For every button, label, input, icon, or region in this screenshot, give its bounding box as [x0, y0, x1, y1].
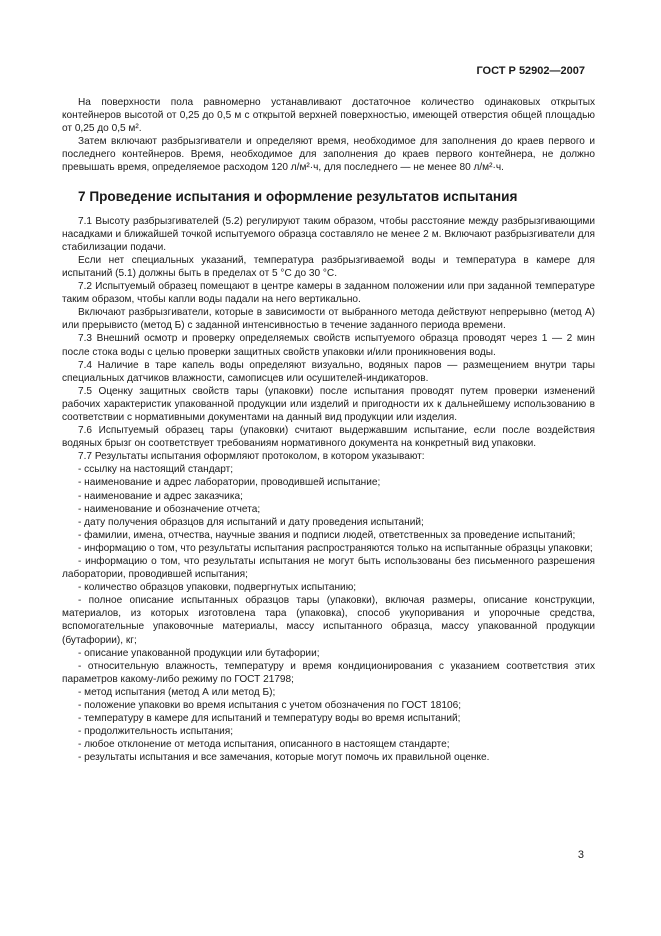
paragraph-7-6: 7.6 Испытуемый образец тары (упаковки) считают выдержавшим испытание, если после воздействия водяных брызг он соответствует требованиям нормативного документа на конкретный вид упаковки. — [62, 425, 595, 450]
page-number: 3 — [577, 849, 584, 861]
paragraph-7-3: 7.3 Внешний осмотр и проверку определяемых свойств испытуемого образца проводят через 1 — 2 мин после стока воды с целью проверки защитных свойств упаковки и/или проникновения воды. — [62, 333, 595, 358]
list-item: - фамилии, имена, отчества, научные звания и подписи людей, ответственных за проведение испытаний; — [78, 529, 576, 541]
page-body — [62, 96, 595, 765]
list-item: - относительную влажность, температуру и время кондиционирования с указанием соответствия этих параметров какому-либо режиму по ГОСТ 21798; — [62, 660, 595, 685]
paragraph-7-7: 7.7 Результаты испытания оформляют протоколом, в котором указывают: — [78, 451, 425, 463]
list-item: - наименование и адрес лаборатории, проводившей испытание; — [78, 477, 381, 489]
list-item: - результаты испытания и все замечания, которые могут помочь их правильной оценке. — [78, 752, 490, 764]
list-item: - ссылку на настоящий стандарт; — [78, 464, 234, 476]
paragraph-7-1: 7.1 Высоту разбрызгивателей (5.2) регулируют таким образом, чтобы расстояние между разбрызгивающими насадками и ближайшей точкой испытуемого образца составляло не менее 2 м. Включают разбрызгиватели для стабилизации подачи. — [62, 215, 595, 253]
list-item: - наименование и адрес заказчика; — [78, 490, 243, 502]
list-item: - описание упакованной продукции или бутафории; — [78, 647, 320, 659]
document-code: ГОСТ Р 52902—2007 — [476, 65, 585, 77]
paragraph-7-5: 7.5 Оценку защитных свойств тары (упаковки) после испытания проводят путем проверки изменений рабочих характеристик упакованной продукции или изделий и пригодности их к дальнейшему использованию в соответствии с нормативными документами на данный вид продукции или изделия. — [62, 385, 595, 423]
list-item: - количество образцов упаковки, подвергнутых испытанию; — [78, 582, 357, 594]
paragraph-7-2: 7.2 Испытуемый образец помещают в центре камеры в заданном положении или при заданной температуре таким образом, чтобы капли воды падали на него вертикально. — [62, 281, 595, 306]
list-item: - положение упаковки во время испытания с учетом обозначения по ГОСТ 18106; — [78, 700, 462, 712]
list-item: - любое отклонение от метода испытания, описанного в настоящем стандарте; — [78, 739, 450, 751]
paragraph-7-1-temp: Если нет специальных указаний, температура разбрызгиваемой воды и температура в камере для испытаний (5.1) должны быть в пределах от 5 °С до 30 °С. — [62, 254, 595, 279]
paragraph-7-2-method: Включают разбрызгиватели, которые в зависимости от выбранного метода действуют непрерывно (метод А) или прерывисто (метод Б) с заданной интенсивностью в течение заданного периода времени. — [62, 307, 595, 332]
list-item: - информацию о том, что результаты испытания распространяются только на испытанные образцы упаковки; — [78, 542, 593, 554]
report-contents-list — [62, 463, 595, 764]
list-item: - информацию о том, что результаты испытания не могут быть использованы без письменного разрешения лаборатории, проводившей испытания; — [62, 556, 595, 581]
list-item: - полное описание испытанных образцов тары (упаковки), включая размеры, описание конструкции, материалов, из которых изготовлена тара (упаковка), способ укупоривания и упорочные средства, вспомогательные упаковочные материалы, массу испытанного образца, массу упакованной продукции (бутафории), кг; — [62, 595, 595, 646]
list-item: - наименование и обозначение отчета; — [78, 503, 261, 515]
section-heading: 7 Проведение испытания и оформление результатов испытания — [78, 188, 518, 204]
paragraph-7-4: 7.4 Наличие в таре капель воды определяют визуально, водяных паров — размещением внутри тары специальных датчиков влажности, самописцев или осушителей-индикаторов. — [62, 359, 595, 384]
list-item: - метод испытания (метод А или метод Б); — [78, 686, 276, 698]
list-item: - температуру в камере для испытаний и температуру воды во время испытаний; — [78, 713, 461, 725]
intro-paragraph-1: На поверхности пола равномерно устанавливают достаточное количество одинаковых открытых контейнеров высотой от 0,25 до 0,5 м с открытой верхней поверхностью, имеющей отверстия общей площадью от 0,25 до 0,5 м². — [62, 97, 595, 135]
list-item: - дату получения образцов для испытаний и дату проведения испытаний; — [78, 516, 424, 528]
intro-paragraph-2: Затем включают разбрызгиватели и определяют время, необходимое для заполнения до краев первого и последнего контейнеров. Время, необходимое для заполнения до краев первого контейнера, не должно превышать время, определяемое расходом 120 л/м²·ч, для последнего — не менее 80 л/м²·ч. — [62, 136, 595, 174]
list-item: - продолжительность испытания; — [78, 726, 234, 738]
